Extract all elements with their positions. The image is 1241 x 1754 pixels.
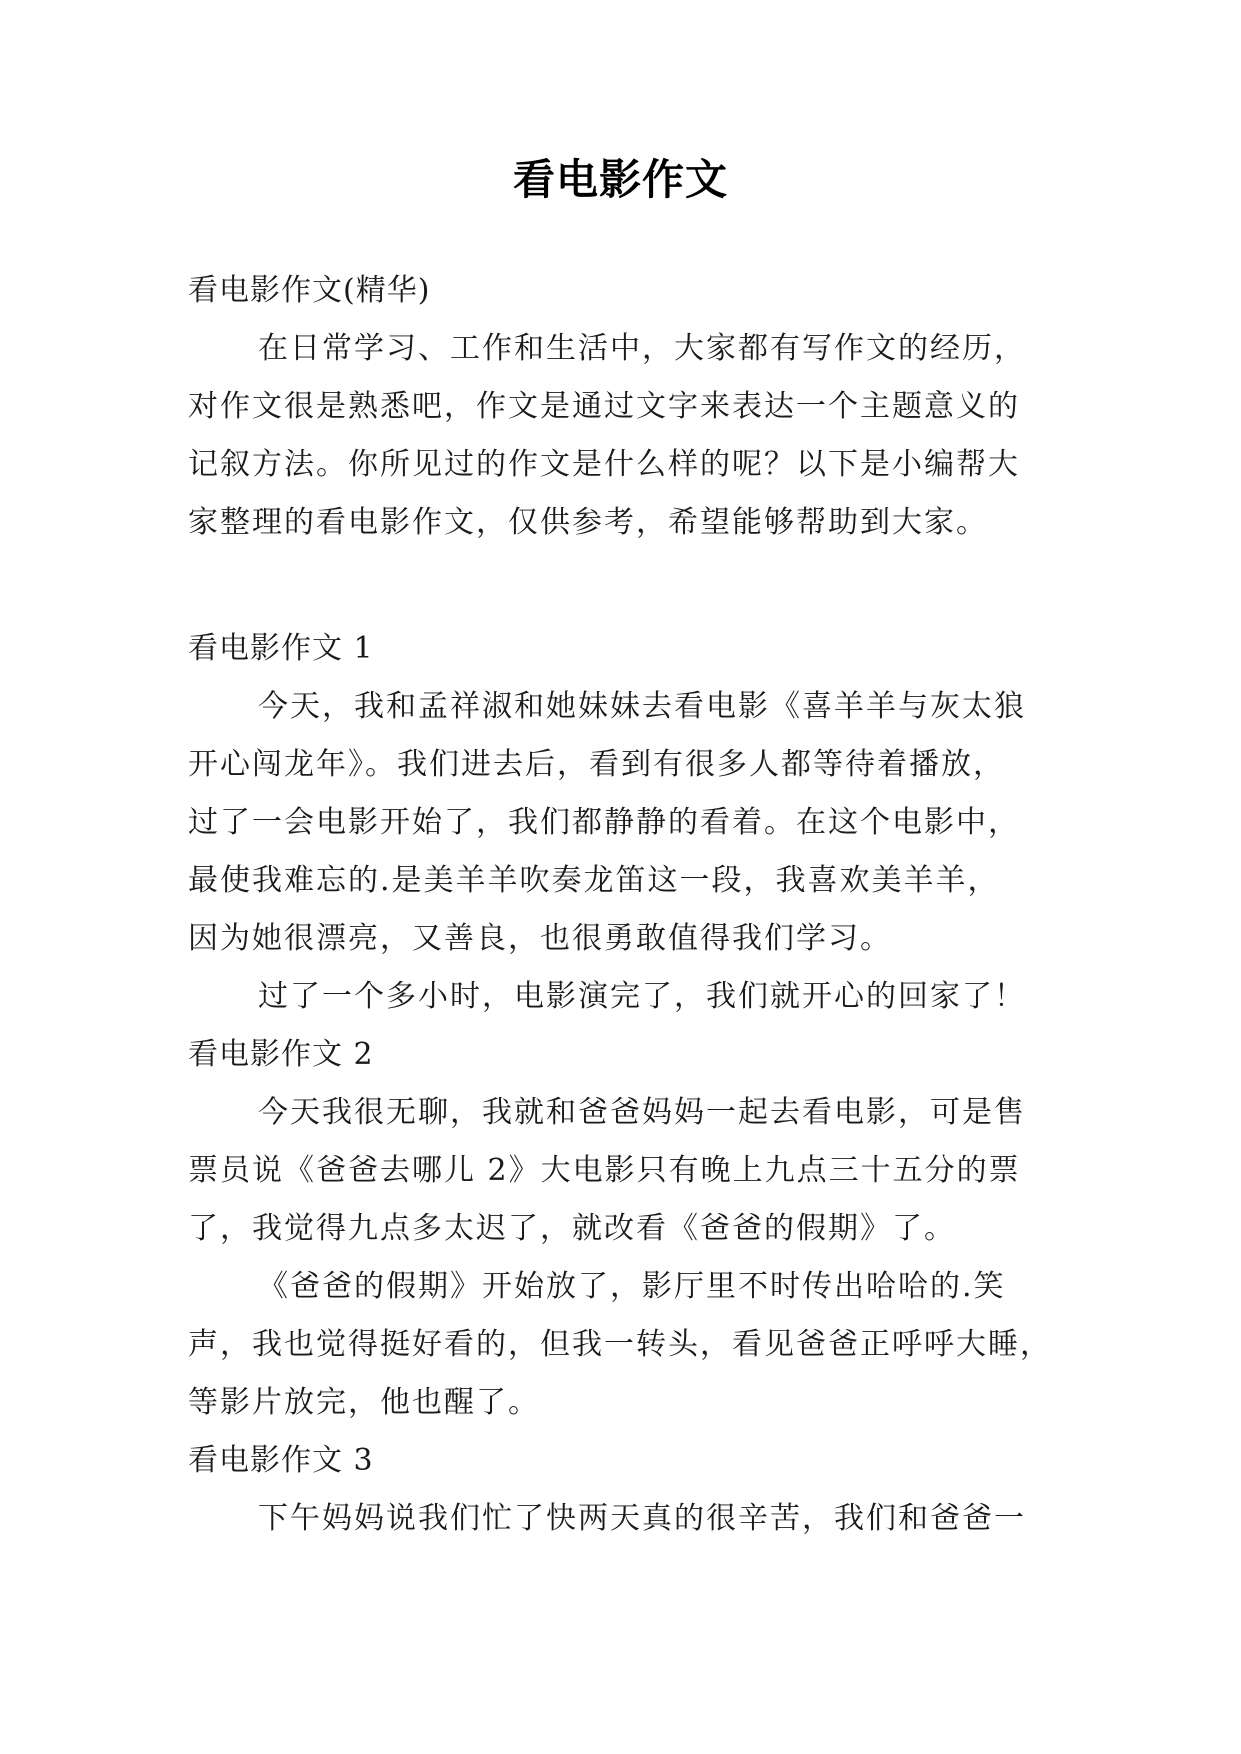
intro-line: 家整理的看电影作文，仅供参考，希望能够帮助到大家。: [188, 505, 988, 540]
essay3-heading: 看电影作文 3: [188, 1443, 374, 1478]
essay2-p2-line: 声，我也觉得挺好看的，但我一转头，看见爸爸正呼呼大睡，: [188, 1327, 1052, 1362]
intro-line: 记叙方法。你所见过的作文是什么样的呢？以下是小编帮大: [188, 447, 1020, 482]
essay1-p1-line: 开心闯龙年》。我们进去后，看到有很多人都等待着播放，: [188, 747, 1005, 782]
essay3-p1-line: 下午妈妈说我们忙了快两天真的很辛苦，我们和爸爸一: [258, 1501, 1026, 1536]
essay1-p1-line: 过了一会电影开始了，我们都静静的看着。在这个电影中，: [188, 805, 1020, 840]
essay2-p1-line: 了，我觉得九点多太迟了，就改看《爸爸的假期》了。: [188, 1211, 956, 1246]
essay2-p1-line: 今天我很无聊，我就和爸爸妈妈一起去看电影，可是售: [258, 1095, 1026, 1130]
essay1-p1-line: 今天，我和孟祥淑和她妹妹去看电影《喜羊羊与灰太狼: [258, 689, 1026, 724]
essay1-p2-line: 过了一个多小时，电影演完了，我们就开心的回家了！: [258, 979, 1026, 1014]
intro-line: 在日常学习、工作和生活中，大家都有写作文的经历，: [258, 331, 1026, 366]
essay1-p1-line: 因为她很漂亮，又善良，也很勇敢值得我们学习。: [188, 921, 892, 956]
essay2-heading: 看电影作文 2: [188, 1037, 374, 1072]
essay1-heading: 看电影作文 1: [188, 631, 374, 666]
essay2-p2-line: 等影片放完，他也醒了。: [188, 1385, 540, 1420]
essay2-p1-line: 票员说《爸爸去哪儿 2》大电影只有晚上九点三十五分的票: [188, 1153, 1021, 1188]
essay2-p2-line: 《爸爸的假期》开始放了，影厅里不时传出哈哈的.笑: [258, 1269, 1006, 1304]
document-body: [188, 262, 1078, 1548]
intro-heading: 看电影作文(精华): [188, 273, 431, 308]
section-spacer: [188, 552, 1078, 620]
document-title: 看电影作文: [512, 155, 728, 204]
essay1-p1-line: 最使我难忘的.是美羊羊吹奏龙笛这一段，我喜欢美羊羊，: [188, 863, 1000, 898]
intro-line: 对作文很是熟悉吧，作文是通过文字来表达一个主题意义的: [188, 389, 1020, 424]
